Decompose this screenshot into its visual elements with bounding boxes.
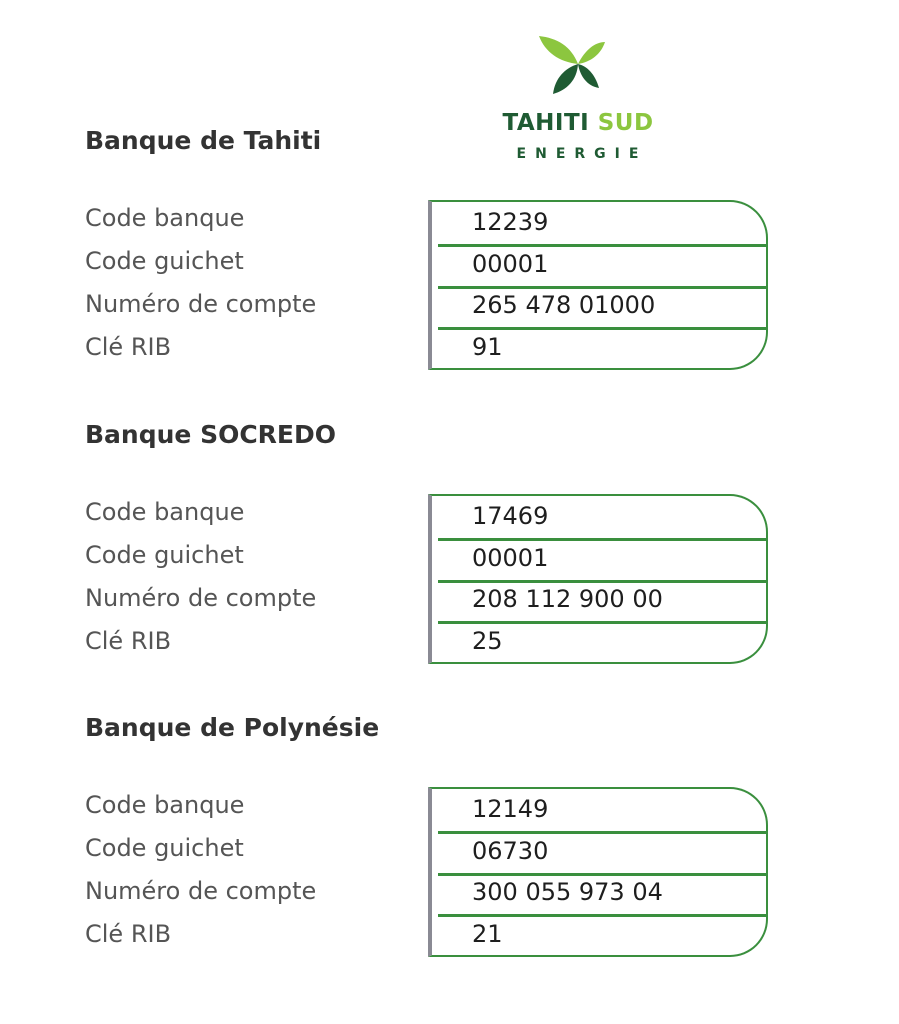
logo-brand-part2: SUD xyxy=(597,110,654,136)
logo-tagline: ENERGIE xyxy=(516,146,648,162)
value-numero-compte: 300 055 973 04 xyxy=(472,878,663,906)
row-numero-compte xyxy=(438,285,766,330)
account-details-box xyxy=(428,787,768,957)
logo-brand-part1: TAHITI xyxy=(502,110,590,136)
value-cle-rib: 25 xyxy=(472,627,503,655)
value-cle-rib: 21 xyxy=(472,920,503,948)
label-code-banque: Code banque xyxy=(85,498,245,526)
value-code-banque: 17469 xyxy=(472,502,549,530)
value-code-guichet: 00001 xyxy=(472,544,549,572)
label-numero-compte: Numéro de compte xyxy=(85,877,317,905)
label-cle-rib: Clé RIB xyxy=(85,333,172,361)
value-numero-compte: 265 478 01000 xyxy=(472,291,656,319)
value-code-banque: 12239 xyxy=(472,208,549,236)
value-code-guichet: 00001 xyxy=(472,250,549,278)
bank-title: Banque SOCREDO xyxy=(85,420,337,449)
value-cle-rib: 91 xyxy=(472,333,503,361)
row-cle-rib xyxy=(438,327,766,369)
label-numero-compte: Numéro de compte xyxy=(85,584,317,612)
label-code-guichet: Code guichet xyxy=(85,541,244,569)
row-numero-compte xyxy=(438,579,766,624)
row-code-guichet xyxy=(438,831,766,876)
label-code-banque: Code banque xyxy=(85,204,245,232)
label-code-guichet: Code guichet xyxy=(85,834,244,862)
label-code-guichet: Code guichet xyxy=(85,247,244,275)
row-code-guichet xyxy=(438,244,766,289)
bank-title: Banque de Tahiti xyxy=(85,126,322,155)
label-cle-rib: Clé RIB xyxy=(85,920,172,948)
account-details-box xyxy=(428,494,768,664)
company-logo xyxy=(493,30,663,170)
row-numero-compte xyxy=(438,872,766,917)
value-code-banque: 12149 xyxy=(472,795,549,823)
value-numero-compte: 208 112 900 00 xyxy=(472,585,663,613)
row-code-guichet xyxy=(438,538,766,583)
leaf-logo-icon xyxy=(535,30,621,100)
logo-brand xyxy=(493,110,663,136)
row-cle-rib xyxy=(438,914,766,956)
row-code-banque xyxy=(438,202,766,247)
row-code-banque xyxy=(438,496,766,541)
label-numero-compte: Numéro de compte xyxy=(85,290,317,318)
label-cle-rib: Clé RIB xyxy=(85,627,172,655)
value-code-guichet: 06730 xyxy=(472,837,549,865)
bank-title: Banque de Polynésie xyxy=(85,713,380,742)
label-code-banque: Code banque xyxy=(85,791,245,819)
row-cle-rib xyxy=(438,621,766,663)
account-details-box xyxy=(428,200,768,370)
row-code-banque xyxy=(438,789,766,834)
